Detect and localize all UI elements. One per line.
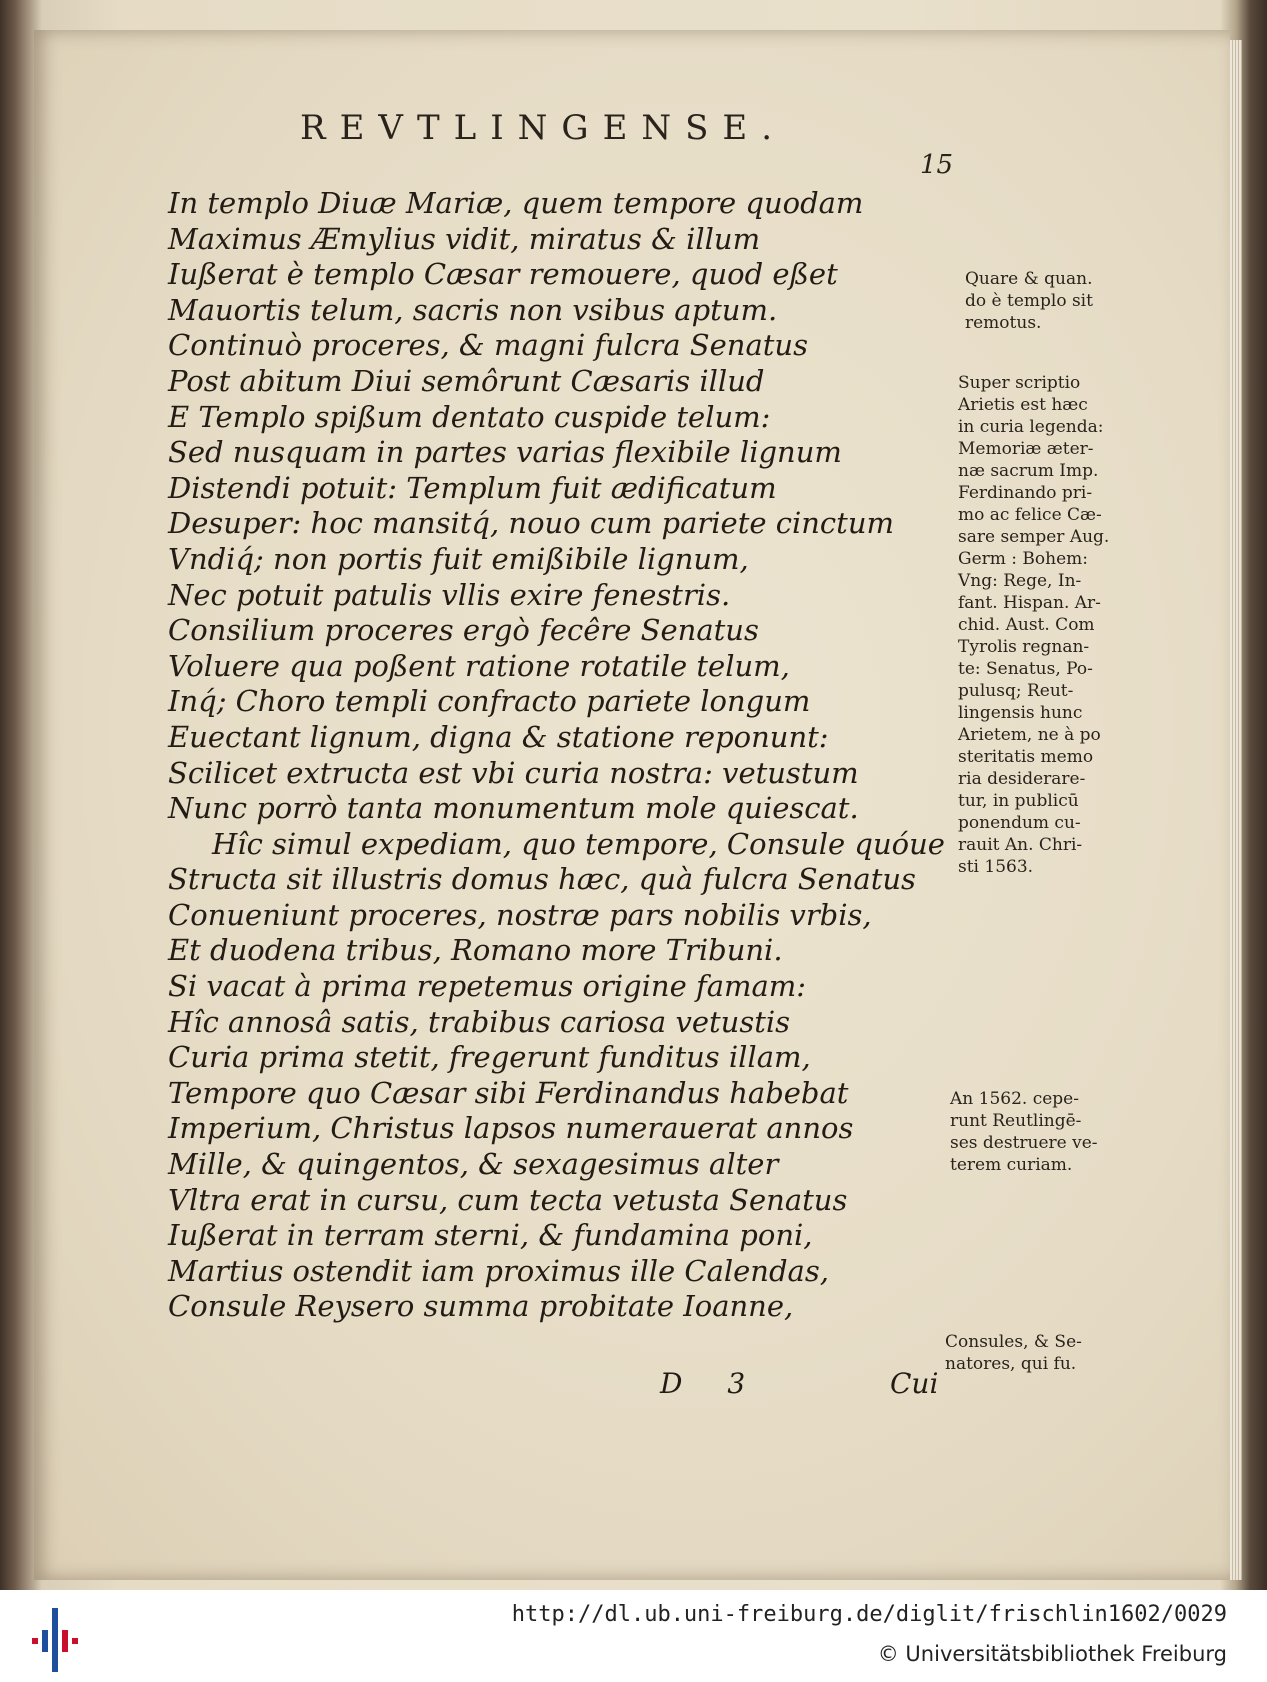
marginal-line: sare semper Aug. [958, 527, 1110, 547]
verse-line: Nec potuit patulis vllis exire fenestris. [168, 577, 731, 612]
marginal-line: An 1562. cepe- [950, 1089, 1079, 1109]
page-edge [1230, 40, 1242, 1580]
verse-line: Consilium proceres ergò fecêre Senatus [168, 613, 759, 648]
verse-line: Hîc annosâ satis, trabibus cariosa vetustis [168, 1004, 791, 1039]
verse-line: Iußerat in terram sterni, & fundamina poni, [168, 1218, 813, 1253]
verse-line: Inq́; Choro templi confracto pariete longum [168, 684, 811, 719]
marginal-line: lingensis hunc [958, 703, 1083, 723]
verse-line: Post abitum Diui semôrunt Cæsaris illud [168, 363, 765, 398]
marginal-line: fant. Hispan. Ar- [958, 593, 1101, 613]
verse-line: Tempore quo Cæsar sibi Ferdinandus habebat [168, 1075, 849, 1110]
verse-line: Mille, & quingentos, & sexagesimus alter [168, 1147, 779, 1182]
marginal-line: Quare & quan. [965, 269, 1093, 289]
verse-line: Consule Reysero summa probitate Ioanne, [168, 1289, 794, 1324]
verse-line: Imperium, Christus lapsos numerauerat annos [168, 1111, 854, 1146]
verse-line: Vndiq́; non portis fuit emißibile lignum, [168, 541, 749, 576]
verse-line: Distendi potuit: Templum fuit ædificatum [168, 470, 777, 505]
marginal-line: Consules, & Se- [945, 1332, 1082, 1352]
permalink-url[interactable]: http://dl.ub.uni-freiburg.de/diglit/frischlin1602/0029 [511, 1602, 1227, 1627]
marginal-line: mo ac felice Cæ- [958, 505, 1102, 525]
marginal-line: Tyrolis regnan- [958, 637, 1090, 657]
verse-line: Desuper: hoc mansitq́, nouo cum pariete cinctum [168, 506, 895, 541]
verse-line: Mauortis telum, sacris non vsibus aptum. [168, 292, 778, 327]
marginal-line: Arietis est hæc [958, 395, 1088, 415]
verse-line: Maximus Æmylius vidit, miratus & illum [168, 221, 761, 256]
marginal-line: pulusq; Reut- [958, 681, 1074, 701]
verse-line: Nunc porrò tanta monumentum mole quiescat. [168, 791, 859, 826]
marginal-line: chid. Aust. Com [958, 615, 1095, 635]
verse-line: Conueniunt proceres, nostræ pars nobilis vrbis, [168, 897, 872, 932]
verse-line: Continuò proceres, & magni fulcra Senatus [168, 328, 808, 363]
marginal-note [965, 268, 1093, 334]
verse-line: Si vacat à prima repetemus origine famam: [168, 969, 807, 1004]
marginal-line: sti 1563. [958, 857, 1034, 877]
marginal-line: rauit An. Chri- [958, 835, 1083, 855]
catchword: Cui [890, 1367, 939, 1400]
copyright-notice: © Universitätsbibliothek Freiburg [877, 1642, 1227, 1666]
verse-line: Sed nusquam in partes varias flexibile lignum [168, 435, 842, 470]
signature-mark: D 3 [660, 1367, 764, 1400]
marginal-note [945, 1331, 1082, 1375]
verse-line: Et duodena tribus, Romano more Tribuni. [168, 933, 783, 968]
marginal-line: steritatis memo [958, 747, 1094, 767]
marginal-line: terem curiam. [950, 1155, 1073, 1175]
marginal-line: næ sacrum Imp. [958, 461, 1099, 481]
running-header: REVTLINGENSE. [300, 108, 787, 148]
verse-line: Euectant lignum, digna & statione reponunt: [168, 719, 829, 754]
ub-freiburg-logo-icon [30, 1608, 80, 1672]
marginal-line: natores, qui fu. [945, 1354, 1077, 1374]
verse-line: Martius ostendit iam proximus ille Calendas, [168, 1253, 829, 1288]
verse-line: In templo Diuæ Mariæ, quem tempore quodam [168, 186, 864, 220]
marginal-line: ses destruere ve- [950, 1133, 1098, 1153]
verse-line: Iußerat è templo Cæsar remouere, quod eßet [168, 257, 838, 292]
marginal-line: Ferdinando pri- [958, 483, 1093, 503]
marginal-line: remotus. [965, 313, 1042, 333]
verse-line: Scilicet extructa est vbi curia nostra: vetustum [168, 755, 859, 790]
marginal-note [950, 1088, 1098, 1176]
marginal-line: Vng: Rege, In- [958, 571, 1082, 591]
marginal-line: Super scriptio [958, 373, 1081, 393]
marginal-line: ponendum cu- [958, 813, 1081, 833]
marginal-line: ria desiderare- [958, 769, 1086, 789]
verse-line: Hîc simul expediam, quo tempore, Consule quóue [212, 826, 945, 861]
marginal-line: Germ : Bohem: [958, 549, 1089, 569]
marginal-line: tur, in publicū [958, 791, 1079, 811]
marginal-line: Arietem, ne à po [958, 725, 1101, 745]
marginal-line: Memoriæ æter- [958, 439, 1094, 459]
marginal-line: te: Senatus, Po- [958, 659, 1093, 679]
verse-line: Curia prima stetit, fregerunt funditus illam, [168, 1040, 811, 1075]
verse-line: Voluere qua poßent ratione rotatile telum, [168, 648, 790, 683]
marginal-line: runt Reutlingē- [950, 1111, 1082, 1131]
page-number: 15 [920, 150, 954, 180]
verse-line: Vltra erat in cursu, cum tecta vetusta Senatus [168, 1182, 848, 1217]
marginal-note [958, 372, 1109, 878]
marginal-line: in curia legenda: [958, 417, 1104, 437]
marginal-line: do è templo sit [965, 291, 1093, 311]
verse-line: E Templo spißum dentato cuspide telum: [168, 399, 771, 434]
viewer-footer [0, 1590, 1267, 1682]
verse-line: Structa sit illustris domus hæc, quà fulcra Senatus [168, 862, 916, 897]
verse-text [168, 186, 945, 1325]
